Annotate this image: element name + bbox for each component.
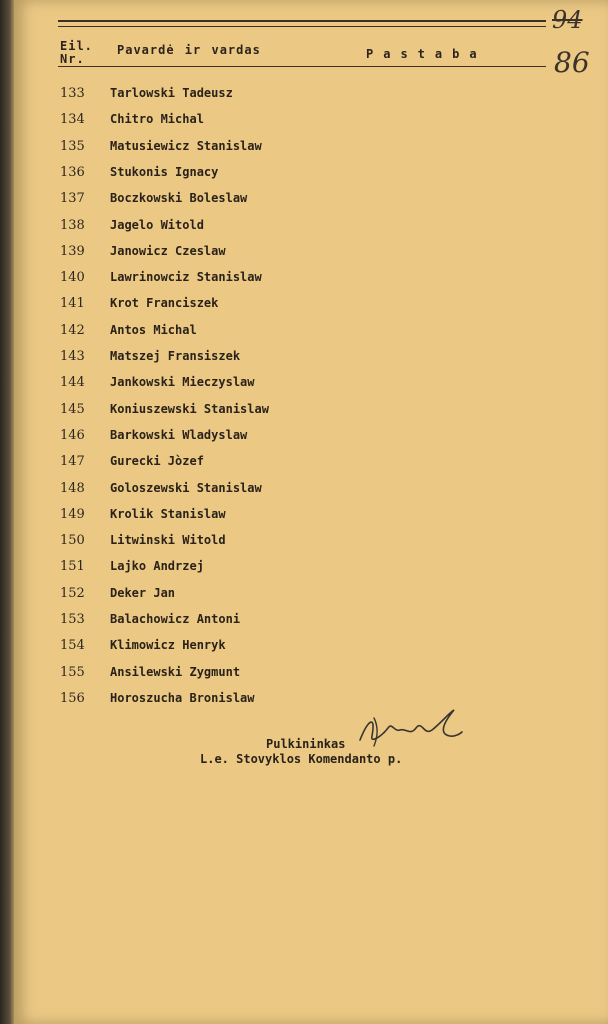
header-number-column [60,40,93,66]
row-number: 136 [60,164,85,180]
row-name: Jagelo Witold [110,217,204,232]
row-name: Lajko Andrzej [110,559,204,574]
signature-rank: Pulkininkas [266,737,346,751]
header-bottom-rule [58,66,546,67]
row-name: Koniuszewski Stanislaw [110,401,269,416]
row-number: 141 [60,296,85,312]
row-name: Stukonis Ignacy [110,164,219,179]
row-name: Ansilewski Zygmunt [110,664,241,679]
header-number-line2: Nr. [60,52,85,66]
row-number: 153 [60,612,85,627]
row-name: Klimowicz Henryk [110,638,226,653]
row-number: 143 [60,349,85,364]
header-name-column: Pavardė ir vardas [117,43,261,57]
row-number: 147 [60,454,85,470]
page-number-crossed: 94 [552,6,583,34]
row-number: 137 [60,191,85,207]
row-name: Janowicz Czeslaw [110,243,226,258]
row-number: 140 [60,270,85,286]
row-number: 144 [60,375,85,391]
row-number: 135 [60,138,85,154]
row-name: Goloszewski Stanislaw [110,480,262,495]
document-page [14,0,608,1024]
row-number: 133 [60,86,85,101]
row-name: Tarlowski Tadeusz [110,86,233,100]
row-number: 142 [60,322,85,338]
row-number: 134 [60,112,85,128]
row-name: Jankowski Mieczyslaw [110,375,255,390]
handwritten-signature [354,706,466,752]
header-number-line1: Eil. [60,39,93,53]
row-number: 148 [60,480,85,496]
row-name: Antos Michal [110,322,197,337]
row-number: 146 [60,427,85,443]
row-name: Chitro Michal [110,112,204,127]
row-number: 138 [60,217,85,233]
row-name: Krolik Stanislaw [110,506,226,521]
row-name: Barkowski Wladyslaw [110,427,248,442]
row-number: 154 [60,638,85,654]
row-name: Gurecki Jòzef [110,454,204,469]
row-number: 156 [60,690,85,706]
header-top-rule-thin [58,26,546,27]
row-number: 145 [60,401,85,417]
row-name: Horoszucha Bronislaw [110,690,255,705]
row-name: Balachowicz Antoni [110,612,241,626]
row-name: Matszej Fransiszek [110,349,241,363]
row-number: 139 [60,243,85,259]
row-name: Krot Franciszek [110,296,219,311]
row-name: Boczkowski Boleslaw [110,191,248,206]
row-name: Matusiewicz Stanislaw [110,138,262,153]
row-number: 149 [60,506,85,522]
row-number: 151 [60,559,85,575]
signature-position: L.e. Stovyklos Komendanto p. [200,752,403,766]
row-number: 150 [60,533,85,549]
page-number: 86 [554,46,590,79]
row-number: 152 [60,585,85,601]
row-name: Litwinski Witold [110,533,226,548]
header-note-column: Pastaba [366,47,487,61]
row-name: Deker Jan [110,585,176,600]
row-name: Lawrinowciz Stanislaw [110,270,262,285]
header-top-rule [58,20,546,22]
row-number: 155 [60,664,85,680]
